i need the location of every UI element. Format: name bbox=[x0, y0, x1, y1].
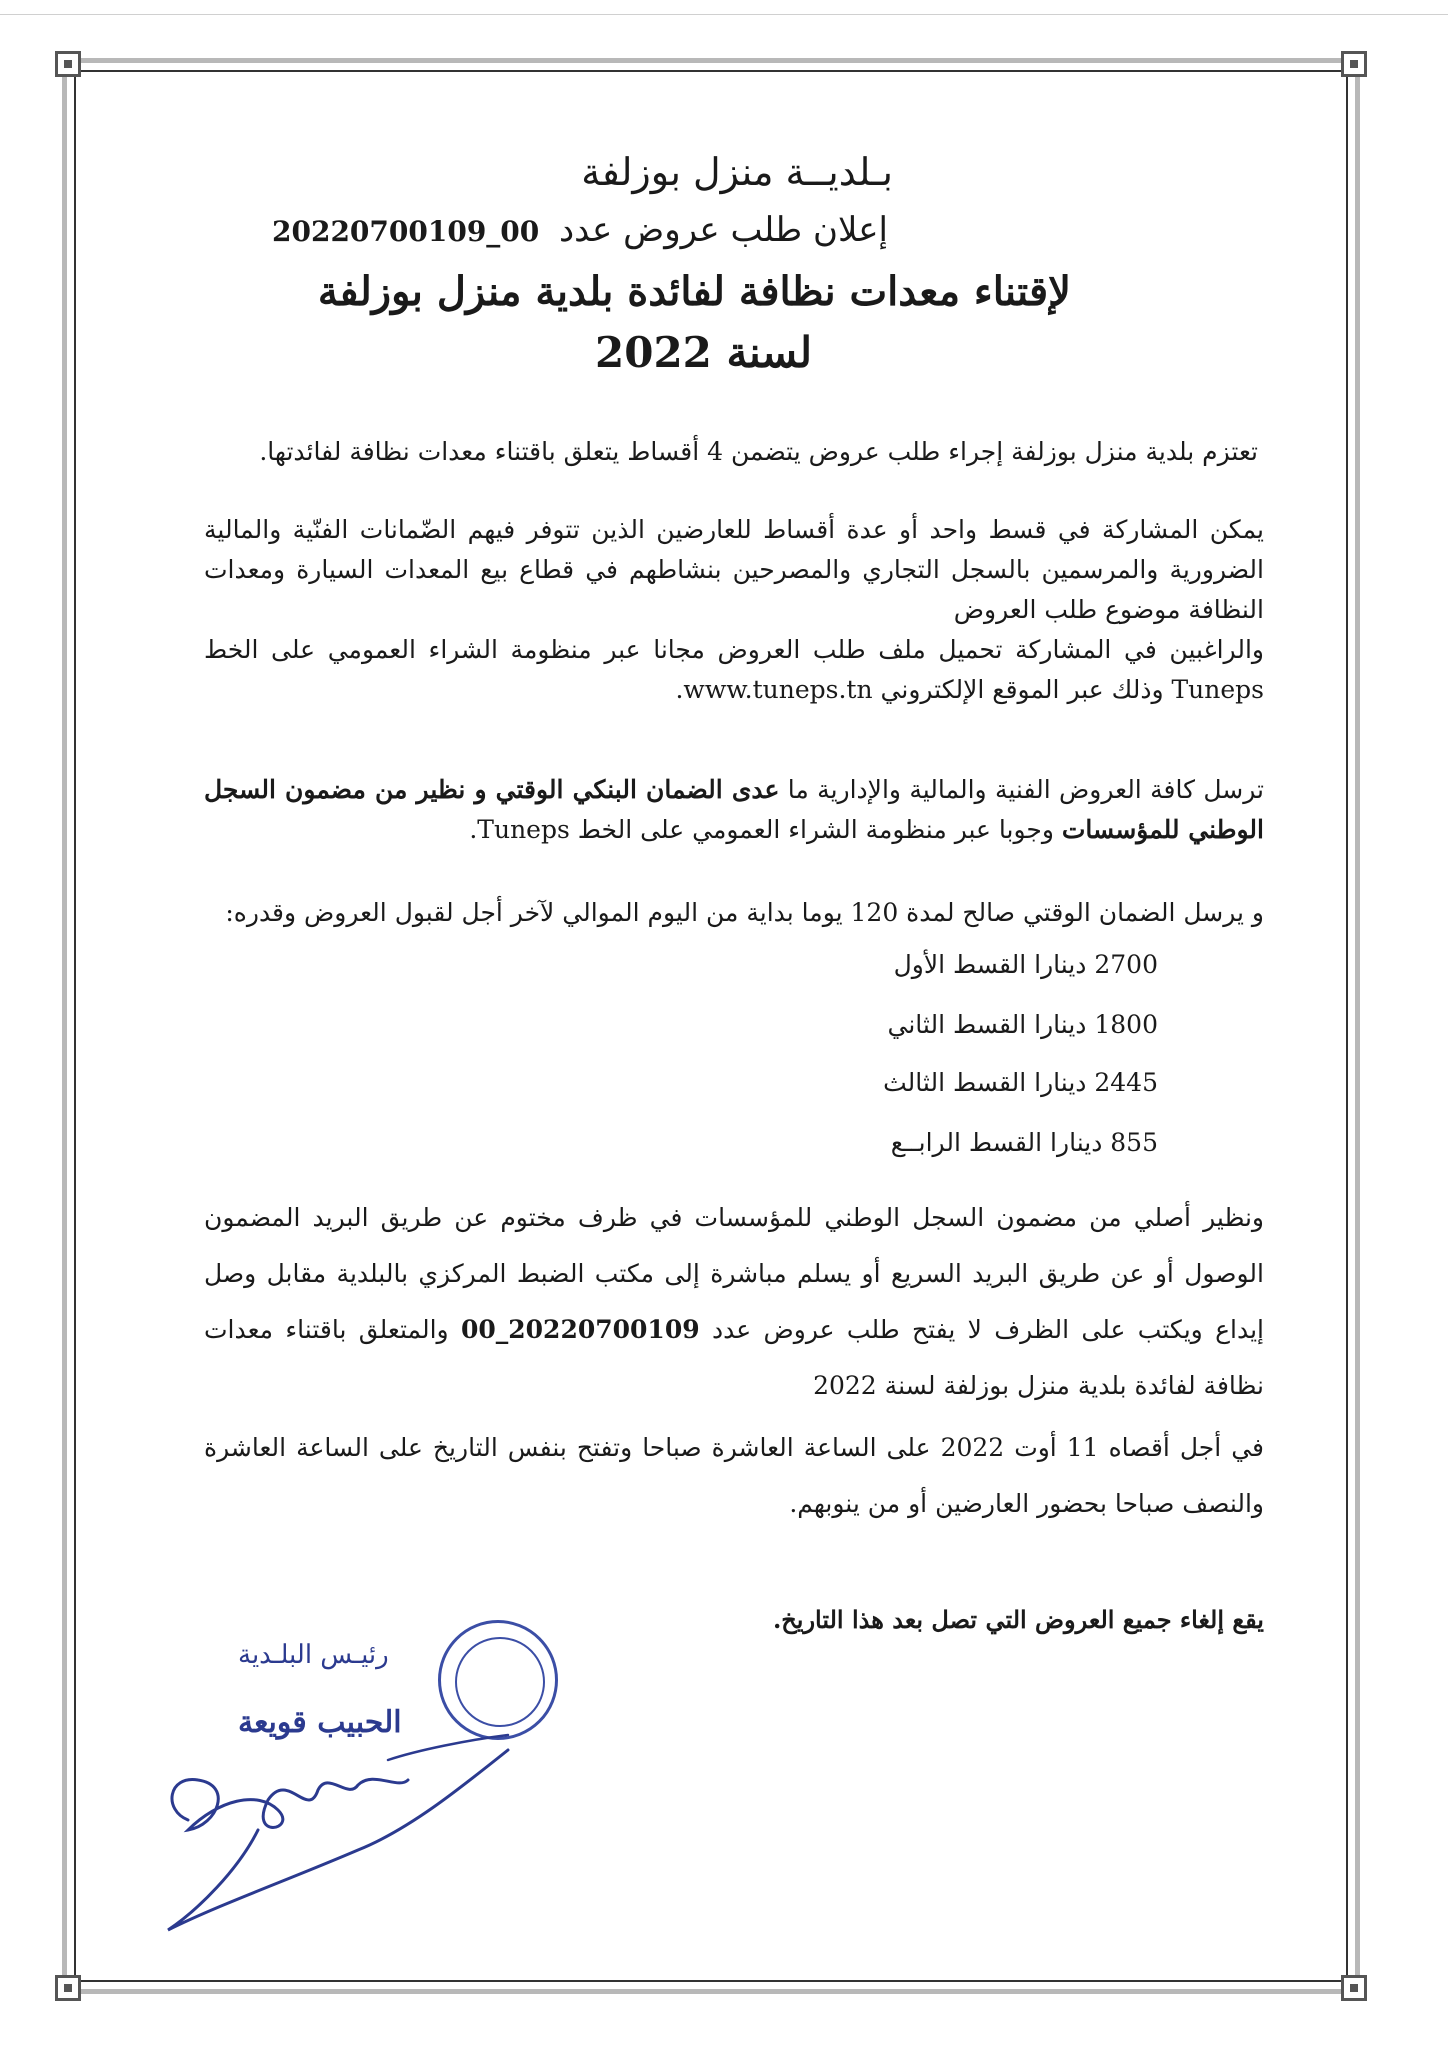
year-heading: لسنة 2022 bbox=[595, 328, 812, 377]
installment-4: 855 دينارا القسط الرابــع bbox=[890, 1128, 1158, 1157]
corner-ornament-top-right bbox=[1341, 51, 1367, 77]
announcement-heading: إعلان طلب عروض عدد bbox=[559, 210, 888, 250]
subject-heading: لإقتناء معدات نظافة لفائدة بلدية منزل بوزلفة bbox=[317, 268, 1071, 315]
intro-paragraph: تعتزم بلدية منزل بوزلفة إجراء طلب عروض يتضمن 4 أقساط يتعلق باقتناء معدات نظافة لفائدتها. bbox=[259, 437, 1258, 466]
handwritten-signature bbox=[158, 1730, 518, 1940]
download-text: والراغبين في المشاركة تحميل ملف طلب العروض مجانا عبر منظومة الشراء العمومي على الخط Tuneps وذلك عبر الموقع الإلكتروني www.tuneps.tn. bbox=[204, 635, 1264, 704]
eligibility-paragraph bbox=[204, 510, 1264, 710]
envelope-number: 20220700109_00 bbox=[460, 1315, 700, 1344]
corner-ornament-top-left bbox=[55, 51, 81, 77]
eligibility-text: يمكن المشاركة في قسط واحد أو عدة أقساط للعارضين الذين تتوفر فيهم الضّمانات الفنّية والمالية الضرورية والمرسمين بالسجل التجاري والمصرحين بنشاطهم في قطاع بيع المعدات السيارة ومعدات النظافة موضوع طلب العروض bbox=[204, 515, 1264, 624]
submission-text-b: وجوبا عبر منظومة الشراء العمومي على الخط Tuneps. bbox=[469, 815, 1054, 844]
submission-text-a: ترسل كافة العروض الفنية والمالية والإدارية ما bbox=[787, 775, 1264, 804]
scan-top-line bbox=[0, 14, 1448, 15]
announcement-number: 20220700109_00 bbox=[272, 215, 540, 248]
envelope-text-b: والمتعلق باقتناء معدات نظافة لفائدة بلدية منزل بوزلفة لسنة 2022 bbox=[204, 1315, 1264, 1400]
submission-paragraph bbox=[204, 770, 1264, 850]
deadline-paragraph: في أجل أقصاه 11 أوت 2022 على الساعة العاشرة صباحا وتفتح بنفس التاريخ على الساعة العاشرة والنصف صباحا بحضور العارضين أو من ينوبهم. bbox=[204, 1433, 1264, 1518]
submission-text-bold: عدى الضمان البنكي الوقتي و نظير من مضمون السجل الوطني للمؤسسات bbox=[204, 775, 1264, 844]
official-seal-icon bbox=[438, 1620, 558, 1740]
signatory-title: رئيـس البلـدية bbox=[238, 1640, 389, 1670]
guarantee-paragraph: و يرسل الضمان الوقتي صالح لمدة 120 يوما بداية من اليوم الموالي لآخر أجل لقبول العروض وقدره: bbox=[225, 898, 1264, 927]
envelope-paragraph bbox=[204, 1190, 1264, 1414]
installment-1: 2700 دينارا القسط الأول bbox=[893, 950, 1158, 979]
municipality-heading: بـلديــة منزل بوزلفة bbox=[581, 150, 893, 194]
installment-2: 1800 دينارا القسط الثاني bbox=[887, 1010, 1158, 1039]
signatory-name: الحبيب قويعة bbox=[238, 1705, 402, 1740]
envelope-text-a: ونظير أصلي من مضمون السجل الوطني للمؤسسات في ظرف مختوم عن طريق البريد المضمون الوصول أو عن طريق البريد السريع أو يسلم مباشرة إلى مكتب الضبط المركزي بالبلدية مقابل وصل إيداع ويكتب على الظرف لا يفتح طلب عروض عدد bbox=[204, 1203, 1264, 1344]
corner-ornament-bottom-right bbox=[1341, 1975, 1367, 2001]
installment-3: 2445 دينارا القسط الثالث bbox=[883, 1068, 1158, 1097]
corner-ornament-bottom-left bbox=[55, 1975, 81, 2001]
cancellation-notice: يقع إلغاء جميع العروض التي تصل بعد هذا التاريخ. bbox=[772, 1605, 1264, 1634]
